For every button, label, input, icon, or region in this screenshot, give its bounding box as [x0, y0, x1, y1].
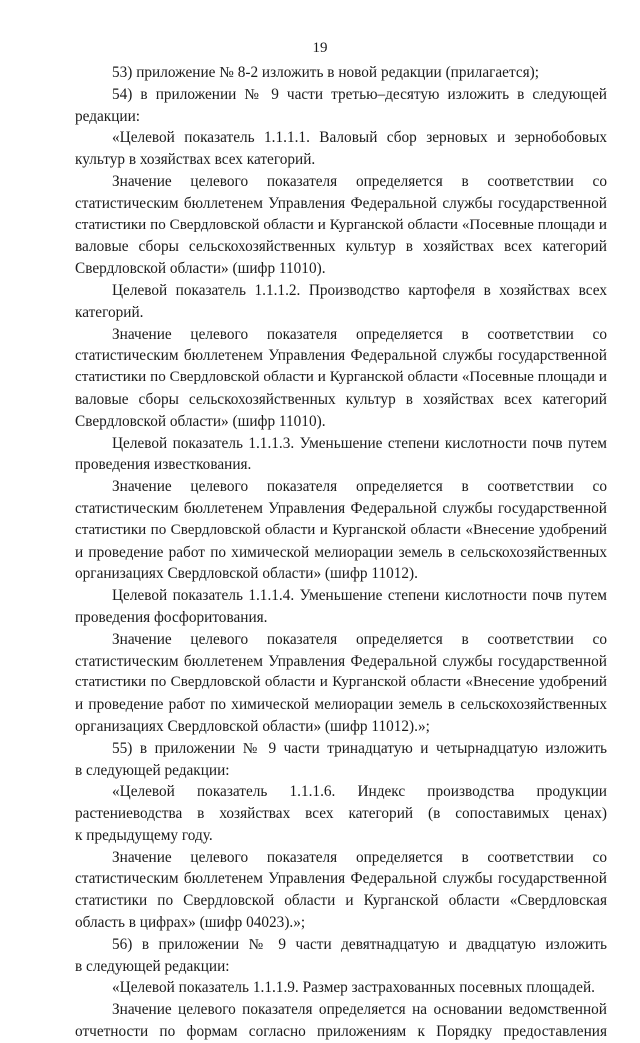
text-line: и проведение работ по химической мелиорации земель в сельскохозяйственных — [75, 543, 607, 561]
text-line: Целевой показатель 1.1.1.4. Уменьшение степени кислотности почв путем — [112, 587, 607, 605]
text-line: Значение целевого показателя определяется в соответствии со — [112, 325, 607, 343]
text-line: валовые сборы сельскохозяйственных культур в хозяйствах всех категорий — [75, 238, 607, 256]
text-line: Значение целевого показателя определяется в соответствии со — [112, 172, 607, 190]
text-line: в следующей редакции: — [75, 761, 230, 779]
text-line: редакции: — [75, 107, 141, 125]
text-line: 56) в приложении № 9 части девятнадцатую и двадцатую изложить — [112, 935, 607, 953]
text-line: статистики по Свердловской области и Курганской области «Свердловская — [75, 892, 607, 910]
text-line: «Целевой показатель 1.1.1.9. Размер застрахованных посевных площадей. — [112, 979, 595, 997]
text-line: статистики по Свердловской области и Курганской области «Внесение удобрений — [75, 521, 607, 538]
text-line: организациях Свердловской области» (шифр 11012). — [75, 565, 418, 583]
text-line: статистическим бюллетенем Управления Федеральной службы государственной — [75, 194, 607, 212]
text-line: к предыдущему году. — [75, 826, 213, 844]
document-body — [75, 62, 607, 1043]
text-line: категорий. — [75, 303, 144, 321]
text-line: статистическим бюллетенем Управления Федеральной службы государственной — [75, 347, 607, 365]
text-line: статистическим бюллетенем Управления Федеральной службы государственной — [75, 652, 607, 670]
text-line: Свердловской области» (шифр 11010). — [75, 260, 326, 278]
text-line: статистики по Свердловской области и Курганской области «Внесение удобрений — [75, 674, 607, 691]
text-line: Значение целевого показателя определяется в соответствии со — [112, 848, 607, 866]
text-line: Значение целевого показателя определяется в соответствии со — [112, 630, 607, 648]
text-line: 55) в приложении № 9 части тринадцатую и четырнадцатую изложить — [112, 739, 607, 757]
text-line: статистики по Свердловской области и Курганской области «Посевные площади и — [75, 369, 607, 386]
text-line: отчетности по формам согласно приложениям к Порядку предоставления — [75, 1023, 607, 1041]
text-line: статистическим бюллетенем Управления Федеральной службы государственной — [75, 870, 607, 888]
text-line: организациях Свердловской области» (шифр 11012).»; — [75, 717, 430, 735]
text-line: проведения фосфоритования. — [75, 608, 268, 626]
text-line: Свердловской области» (шифр 11010). — [75, 412, 326, 430]
text-line: статистики по Свердловской области и Курганской области «Посевные площади и — [75, 216, 607, 233]
text-line: растениеводства в хозяйствах всех категорий (в сопоставимых ценах) — [75, 805, 607, 823]
text-line: проведения известкования. — [75, 456, 252, 474]
text-line: Значение целевого показателя определяется в соответствии со — [112, 478, 607, 496]
text-line: статистическим бюллетенем Управления Федеральной службы государственной — [75, 499, 607, 517]
text-line: Целевой показатель 1.1.1.2. Производство картофеля в хозяйствах всех — [112, 281, 607, 299]
text-line: 53) приложение № 8-2 изложить в новой редакции (прилагается); — [112, 64, 539, 81]
text-line: 54) в приложении № 9 части третью–десятую изложить в следующей — [112, 85, 607, 103]
text-line: и проведение работ по химической мелиорации земель в сельскохозяйственных — [75, 696, 607, 714]
text-line: «Целевой показатель 1.1.1.6. Индекс производства продукции — [112, 783, 607, 801]
text-line: культур в хозяйствах всех категорий. — [75, 151, 316, 169]
text-line: в следующей редакции: — [75, 957, 230, 975]
text-line: Значение целевого показателя определяется на основании ведомственной — [112, 1001, 607, 1019]
text-line: валовые сборы сельскохозяйственных культур в хозяйствах всех категорий — [75, 390, 607, 408]
text-line: область в цифрах» (шифр 04023).»; — [75, 914, 306, 932]
page-number: 19 — [312, 40, 328, 56]
text-line: «Целевой показатель 1.1.1.1. Валовый сбор зерновых и зернобобовых — [112, 129, 607, 147]
text-line: Целевой показатель 1.1.1.3. Уменьшение степени кислотности почв путем — [112, 434, 607, 452]
